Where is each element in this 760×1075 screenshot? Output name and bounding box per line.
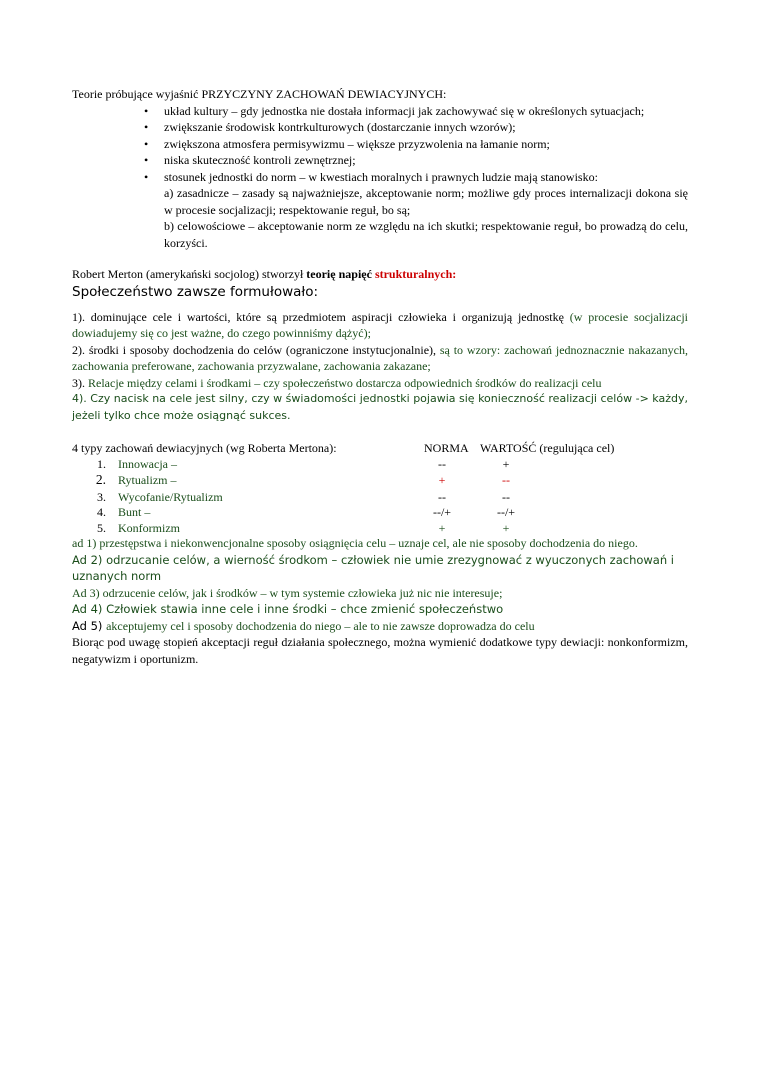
- intro-line: Teorie próbujące wyjaśnić PRZYCZYNY ZACHOWAŃ DEWIACYJNYCH:: [72, 87, 447, 101]
- list-item: • układ kultury – gdy jednostka nie dostała informacji jak zachowywać się w określonych sytuacjach;: [144, 103, 645, 118]
- bullet-icon: •: [144, 136, 149, 151]
- bullet-icon: •: [144, 169, 149, 184]
- point-3: 3). Relacje między celami i środkami – czy społeczeństwo dostarcza odpowiednich środków do realizacji celu: [72, 375, 602, 390]
- bullet-icon: •: [144, 120, 149, 134]
- final-paragraph: Biorąc pod uwagę stopień akceptacji reguł działania społecznego, można wymienić dodatkowe typy dewiacji: nonkonformizm, negatywizm i oportunizm.: [72, 635, 688, 666]
- ad-5: Ad 5) akceptujemy cel i sposoby dochodzenia do niego – ale to nie zawsze doprowadza do celu: [72, 618, 535, 633]
- section-heading: Społeczeństwo zawsze formułowało:: [72, 283, 319, 300]
- list-item: • zwiększona atmosfera permisywizmu – większe przyzwolenia na łamanie norm;: [144, 136, 550, 151]
- bullet-icon: •: [144, 103, 149, 118]
- ad-3: Ad 3) odrzucenie celów, jak i środków – w tym systemie człowieka już nic nie interesuje;: [72, 585, 503, 600]
- table-row: 2. Rytualizm – + --: [95, 471, 510, 487]
- ad-4: Ad 4) Człowiek stawia inne cele i inne środki – chce zmienić społeczeństwo: [72, 602, 504, 616]
- list-item: • zwiększanie środowisk kontrkulturowych (dostarczanie innych wzorów);: [144, 120, 516, 134]
- document-page: [72, 86, 688, 667]
- point-1: 1). dominujące cele i wartości, które są przedmiotem aspiracji człowieka i organizują jednostkę (w procesie socjalizacji dowiadujemy się co jest ważne, do czego powinniśmy dążyć);: [72, 309, 688, 340]
- sub-item-a: a) zasadnicze – zasady są najważniejsze, akceptowanie norm; możliwe gdy proces internalizacji dokona się w procesie socjalizacji; respektowanie reguł, bo są;: [164, 186, 688, 217]
- ad-2: Ad 2) odrzucanie celów, a wierność środkom – człowiek nie umie zrezygnować z wyuczonych zachowań i uznanych norm: [72, 552, 674, 583]
- list-item: • niska skuteczność kontroli zewnętrznej;: [144, 153, 356, 167]
- merton-line: Robert Merton (amerykański socjolog) stworzył teorię napięć strukturalnych:: [72, 267, 457, 281]
- point-4: 4). Czy nacisk na cele jest silny, czy w świadomości jednostki pojawia się konieczność realizacji celów -> każdy, jeżeli tylko chce może osiągnąć sukces.: [72, 392, 688, 422]
- table-row: 3. Wycofanie/Rytualizm -- --: [97, 489, 510, 504]
- table-row: 5. Konformizm + +: [97, 520, 510, 535]
- types-header: 4 typy zachowań dewiacyjnych (wg Roberta Mertona): NORMA WARTOŚĆ (regulująca cel): [72, 441, 615, 455]
- list-item: • stosunek jednostki do norm – w kwestiach moralnych i prawnych ludzie mają stanowisko:: [144, 169, 598, 184]
- causes-list: [72, 103, 688, 186]
- point-2: 2). środki i sposoby dochodzenia do celów (ograniczone instytucjonalnie), są to wzory: zachowań jednoznacznie nakazanych, zachowania preferowane, zachowania przyzwalane, zachowania zakazane;: [72, 342, 688, 373]
- sub-item-b: b) celowościowe – akceptowanie norm ze względu na ich skutki; respektowanie reguł, bo prowadzą do celu, korzyści.: [164, 219, 688, 250]
- table-row: 1. Innowacja – -- +: [97, 457, 510, 471]
- ad-1: ad 1) przestępstwa i niekonwencjonalne sposoby osiągnięcia celu – uznaje cel, ale nie sposoby dochodzenia do niego.: [72, 536, 638, 550]
- types-table: [72, 456, 688, 535]
- bullet-icon: •: [144, 153, 149, 167]
- column-wartosc: WARTOŚĆ (regulująca cel): [480, 441, 615, 455]
- column-norma: NORMA: [424, 441, 469, 455]
- table-row: 4. Bunt – --/+ --/+: [97, 505, 516, 519]
